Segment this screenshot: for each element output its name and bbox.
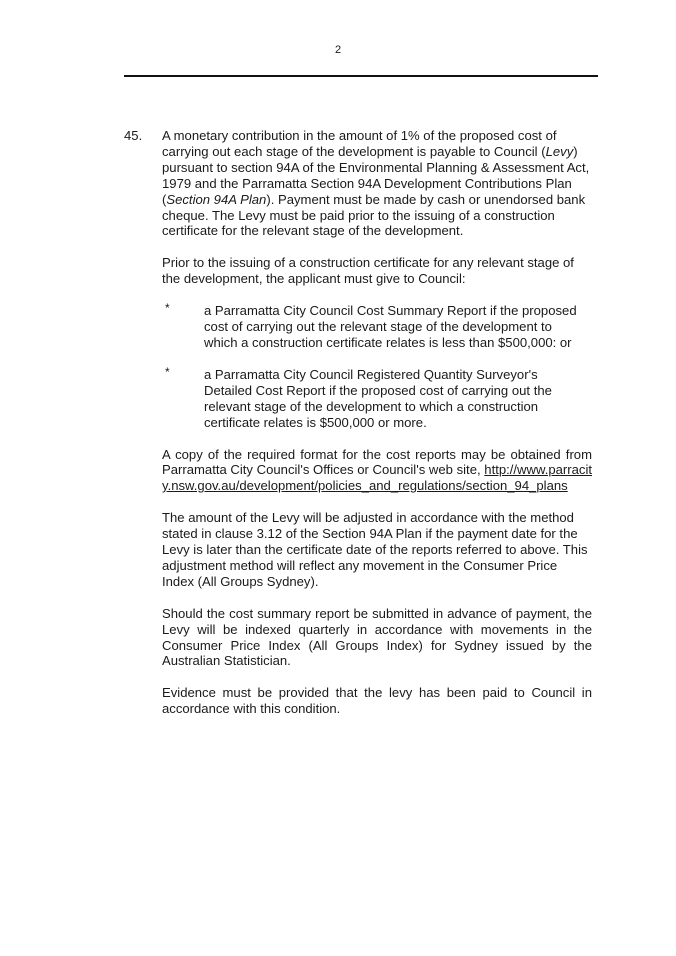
levy-indexation-paragraph: Should the cost summary report be submitted in advance of payment, the Levy will be indexed quarterly in accordance with movements in the Consumer Price Index (All Groups Index) for Sydney issued by the Australian Statistician.: [162, 605, 592, 669]
header-divider: [124, 75, 598, 77]
payment-evidence-paragraph: Evidence must be provided that the levy has been paid to Council in accordance with this condition.: [162, 685, 592, 717]
levy-paragraph: [162, 128, 592, 239]
cost-report-format-text: A copy of the required format for the cost reports may be obtained from Parramatta City Council's Offices or Council's web site,: [162, 446, 592, 478]
asterisk-bullet-icon: *: [165, 301, 170, 316]
levy-paragraph-text-a: A monetary contribution in the amount of 1% of the proposed cost of carrying out each stage of the development is payable to Council (: [162, 128, 557, 159]
list-item-text: a Parramatta City Council Cost Summary Report if the proposed cost of carrying out the relevant stage of the development to which a construction certificate relates is less than $500,000: or: [204, 303, 577, 350]
plan-defined-term: Section 94A Plan: [166, 191, 267, 207]
section-94-plans-link[interactable]: http://www.parracity.nsw.gov.au/development/policies_and_regulations/section_94_plans: [162, 462, 592, 494]
list-item: [162, 303, 592, 351]
condition-body: [162, 128, 592, 717]
levy-defined-term: Levy: [545, 143, 574, 159]
page-number: 2: [334, 44, 342, 56]
requirements-intro-paragraph: Prior to the issuing of a construction certificate for any relevant stage of the development, the applicant must give to Council:: [162, 255, 574, 287]
cost-report-format-paragraph: [162, 447, 592, 495]
levy-paragraph-text-c: ). Payment must be made by cash or unendorsed bank cheque. The Levy must be paid prior to the issuing of a construction certificate for the relevant stage of the development.: [162, 191, 586, 239]
levy-paragraph-text-b: ) pursuant to section 94A of the Environmental Planning & Assessment Act, 1979 and the Parramatta Section 94A Development Contributions Plan (: [162, 143, 590, 207]
asterisk-bullet-icon: *: [165, 364, 170, 379]
condition-number: 45.: [124, 128, 143, 143]
list-item-text: a Parramatta City Council Registered Quantity Surveyor's Detailed Cost Report if the proposed cost of carrying out the relevant stage of the development to which a construction certificate relates is $500,000 or more.: [204, 366, 552, 430]
cost-report-list: [162, 303, 592, 430]
condition-45: [124, 128, 604, 717]
list-item: [162, 364, 592, 431]
levy-adjustment-paragraph: The amount of the Levy will be adjusted in accordance with the method stated in clause 3.12 of the Section 94A Plan if the payment date for the Levy is later than the certificate date of the reports referred to above. This adjustment method will reflect any movement in the Consumer Price Index (All Groups Sydney).: [162, 510, 588, 589]
